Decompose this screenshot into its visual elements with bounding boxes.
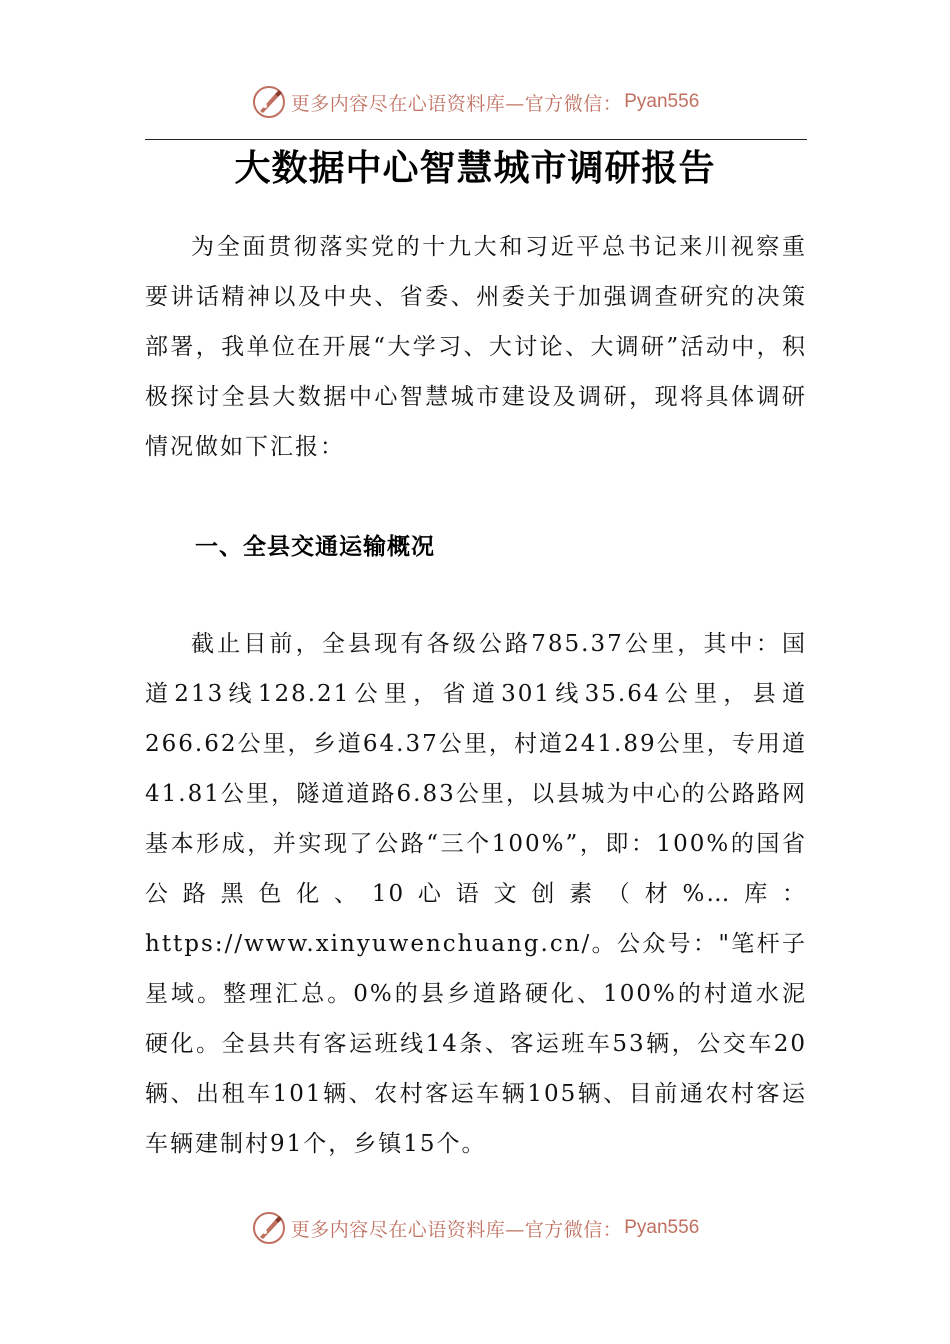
watermark-footer <box>0 1208 950 1248</box>
body-paragraph: 截止目前，全县现有各级公路785.37公里，其中：国道213线128.21公里，省道301线35.64公里，县道266.62公里，乡道64.37公里，村道241.89公里，专用道41.81公里，隧道道路6.83公里，以县城为中心的公路路网基本形成，并实现了公路“三个100%”，即：100%的国省公路黑色化、10心语文创素（材%…库：https://www.xinyuwenchuang.cn/。公众号："笔杆子星域。整理汇总。0%的县乡道路硬化、100%的村道水泥硬化。全县共有客运班线14条、客运班车53辆，公交车20辆、出租车101辆、农村客运车辆105辆、目前通农村客运车辆建制村91个，乡镇15个。 <box>145 631 807 1157</box>
watermark-wechat-id: Pyan556 <box>624 91 700 112</box>
page-title: 大数据中心智慧城市调研报告 <box>234 148 716 189</box>
header-divider <box>145 139 807 140</box>
watermark-text: 更多内容尽在心语资料库—官方微信： <box>290 92 623 115</box>
watermark-header <box>0 82 950 122</box>
watermark-text: 更多内容尽在心语资料库—官方微信： <box>290 1218 623 1241</box>
pen-logo-icon <box>251 84 287 120</box>
watermark-wechat-id: Pyan556 <box>624 1217 700 1238</box>
pen-logo-icon <box>251 1210 287 1246</box>
section-heading: 一、全县交通运输概况 <box>195 534 435 560</box>
intro-paragraph: 为全面贯彻落实党的十九大和习近平总书记来川视察重要讲话精神以及中央、省委、州委关于加强调查研究的决策部署，我单位在开展“大学习、大讨论、大调研”活动中，积极探讨全县大数据中心智慧城市建设及调研，现将具体调研情况做如下汇报： <box>145 234 807 460</box>
